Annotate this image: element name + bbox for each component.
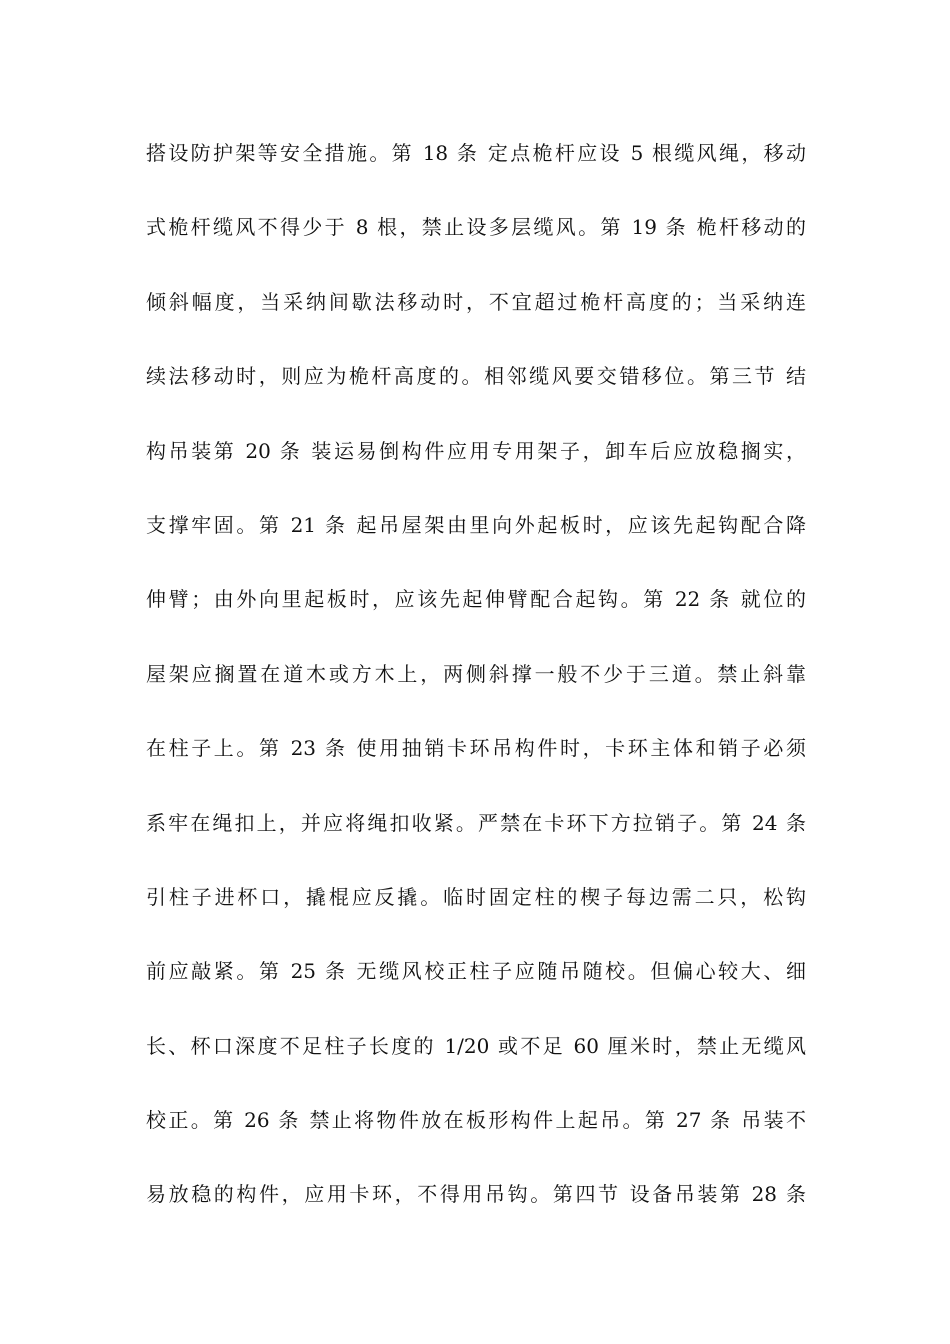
text-line: 支撑牢固。第 21 条 起吊屋架由里向外起板时，应该先起钩配合降: [146, 512, 806, 537]
text-line: 系牢在绳扣上，并应将绳扣收紧。严禁在卡环下方拉销子。第 24 条: [146, 810, 806, 835]
body-text: [146, 133, 806, 1249]
text-line: 倾斜幅度，当采纳间歇法移动时，不宜超过桅杆高度的；当采纳连: [146, 289, 806, 314]
text-line: 易放稳的构件，应用卡环，不得用吊钩。第四节 设备吊装第 28 条: [146, 1182, 806, 1207]
text-line: 构吊装第 20 条 装运易倒构件应用专用架子，卸车后应放稳搁实，: [146, 438, 806, 463]
text-line: 引柱子进杯口，撬棍应反撬。临时固定柱的楔子每边需二只，松钩: [146, 884, 806, 909]
text-line: 屋架应搁置在道木或方木上，两侧斜撑一般不少于三道。禁止斜靠: [146, 661, 806, 686]
text-line: 校正。第 26 条 禁止将物件放在板形构件上起吊。第 27 条 吊装不: [146, 1108, 806, 1133]
text-line: 在柱子上。第 23 条 使用抽销卡环吊构件时，卡环主体和销子必须: [146, 736, 806, 761]
text-line: 长、杯口深度不足柱子长度的 1/20 或不足 60 厘米时，禁止无缆风: [146, 1033, 806, 1058]
text-line: 续法移动时，则应为桅杆高度的。相邻缆风要交错移位。第三节 结: [146, 364, 806, 389]
text-line: 式桅杆缆风不得少于 8 根，禁止设多层缆风。第 19 条 桅杆移动的: [146, 215, 806, 240]
text-line: 伸臂；由外向里起板时，应该先起伸臂配合起钩。第 22 条 就位的: [146, 587, 806, 612]
text-line: 搭设防护架等安全措施。第 18 条 定点桅杆应设 5 根缆风绳，移动: [146, 141, 806, 165]
text-line: 前应敲紧。第 25 条 无缆风校正柱子应随吊随校。但偏心较大、细: [146, 959, 806, 984]
